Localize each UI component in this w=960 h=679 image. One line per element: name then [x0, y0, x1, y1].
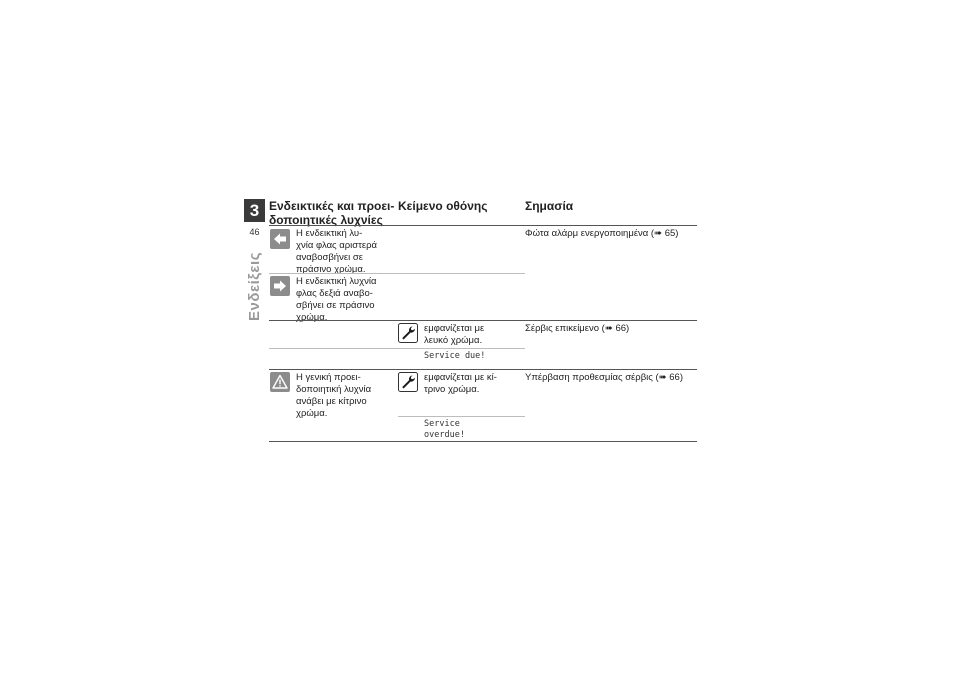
wrench-icon [398, 372, 418, 392]
header-meaning: Σημασία [525, 199, 574, 213]
row3-display-color: εμφανίζεται με λευκό χρώμα. [424, 323, 485, 346]
row2-indicator-description: Η ενδεικτική λυχνία φλας δεξιά αναβο- σβήνει σε πράσινο χρώμα. [296, 276, 377, 323]
row1-rule [269, 273, 525, 274]
header-rule [269, 225, 697, 226]
page-number: 46 [249, 227, 260, 237]
row4-meaning: Υπέρβαση προθεσμίας σέρβις (➠ 66) [525, 372, 683, 383]
warning-triangle-icon [270, 372, 290, 392]
display-text-service-overdue: Service overdue! [424, 419, 465, 440]
table-bottom-rule [269, 441, 697, 442]
row1-meaning: Φώτα αλάρμ ενεργοποιημένα (➠ 65) [525, 228, 679, 239]
row4-display-color: εμφανίζεται με κί- τρινο χρώμα. [424, 372, 497, 395]
row3-bottom-rule [269, 369, 697, 370]
chapter-title-vertical [240, 240, 268, 332]
chapter-title: Ενδείξεις [245, 251, 263, 321]
row1-indicator-description: Η ενδεικτική λυ- χνία φλας αριστερά αναβοσβήνει σε πράσινο χρώμα. [296, 228, 378, 275]
row3-meaning: Σέρβις επικείμενο (➠ 66) [525, 323, 630, 334]
header-display-text: Κείμενο οθόνης [398, 199, 488, 213]
header-indicator-lights: Ενδεικτικές και προει- δοποιητικές λυχνίες [269, 199, 395, 227]
turn-left-arrow-icon [270, 229, 290, 249]
turn-right-arrow-icon [270, 276, 290, 296]
wrench-icon [398, 323, 418, 343]
display-text-service-due: Service due! [424, 351, 486, 361]
row4-indicator-description: Η γενική προει- δοποιητική λυχνία ανάβει με κίτρινο χρώμα. [296, 372, 372, 419]
chapter-number: 3 [244, 199, 265, 222]
row2-rule [269, 320, 697, 321]
row3-rule [269, 348, 525, 349]
row4-rule [398, 416, 525, 417]
